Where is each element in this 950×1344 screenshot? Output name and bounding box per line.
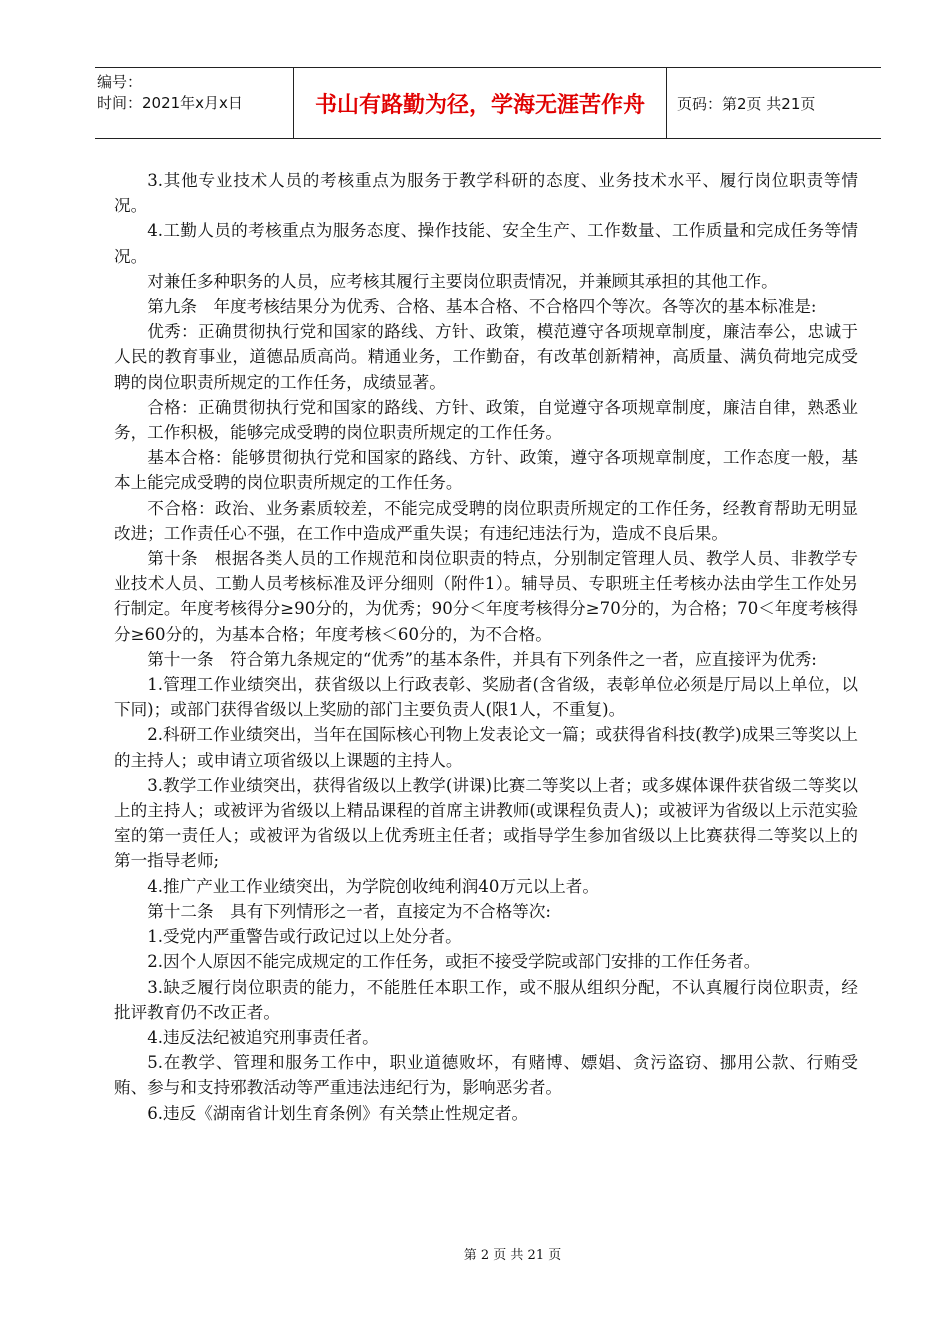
paragraph: 3.缺乏履行岗位职责的能力，不能胜任本职工作，或不服从组织分配，不认真履行岗位职责，经批评教育仍不改正者。: [114, 977, 858, 1022]
paragraph: 4.推广产业工作业绩突出，为学院创收纯利润40万元以上者。: [147, 876, 599, 896]
paragraph: 3.其他专业技术人员的考核重点为服务于教学科研的态度、业务技术水平、履行岗位职责等情况。: [114, 171, 858, 216]
paragraph: 第九条 年度考核结果分为优秀、合格、基本合格、不合格四个等次。各等次的基本标准是:: [147, 297, 817, 317]
paragraph: 5.在教学、管理和服务工作中，职业道德败坏，有赌博、嫖娼、贪污盗窃、挪用公款、行贿受贿、参与和支持邪教活动等严重违法违纪行为，影响恶劣者。: [114, 1053, 858, 1098]
paragraph: 第十一条 符合第九条规定的“优秀”的基本条件，并具有下列条件之一者，应直接评为优秀:: [147, 649, 817, 669]
paragraph: 合格：正确贯彻执行党和国家的路线、方针、政策，自觉遵守各项规章制度，廉洁自律，熟悉业务，工作积极，能够完成受聘的岗位职责所规定的工作任务。: [114, 397, 858, 443]
header-page-label: 页码：第2页 共21页: [677, 94, 816, 113]
paragraph: 第十二条 具有下列情形之一者，直接定为不合格等次:: [147, 901, 552, 921]
paragraph: 4.违反法纪被追究刑事责任者。: [147, 1027, 379, 1047]
paragraph: 第十条 根据各类人员的工作规范和岗位职责的特点，分别制定管理人员、教学人员、非教学专业技术人员、工勤人员考核标准及评分细则（附件1）。辅导员、专职班主任考核办法由学生工作处另行制定。年度考核得分≥90分的，为优秀；90分＜年度考核得分≥70分的，为合格；70＜年度考核得分≥60分的，为基本合格；年度考核＜60分的，为不合格。: [114, 549, 858, 644]
paragraph: 优秀：正确贯彻执行党和国家的路线、方针、政策，模范遵守各项规章制度，廉洁奉公，忠诚于人民的教育事业，道德品质高尚。精通业务，工作勤奋，有改革创新精神，高质量、满负荷地完成受聘的岗位职责所规定的工作任务，成绩显著。: [114, 322, 858, 392]
paragraph: 3.教学工作业绩突出，获得省级以上教学(讲课)比赛二等奖以上者；或多媒体课件获省级二等奖以上的主持人；或被评为省级以上精品课程的首席主讲教师(或课程负责人)；或被评为省级以上示范实验室的第一责任人；或被评为省级以上优秀班主任者；或指导学生参加省级以上比赛获得二等奖以上的第一指导老师;: [114, 775, 858, 871]
document-time-label: 时间：2021年x月x日: [97, 94, 243, 112]
paragraph: 2.科研工作业绩突出，当年在国际核心刊物上发表论文一篇；或获得省科技(教学)成果三等奖以上的主持人；或申请立项省级以上课题的主持人。: [114, 725, 858, 770]
page-footer: 第 2 页 共 21 页: [463, 1248, 562, 1263]
paragraph: 1.管理工作业绩突出，获省级以上行政表彰、奖励者(含省级，表彰单位必须是厅局以上单位，以下同)；或部门获得省级以上奖励的部门主要负责人(限1人，不重复)。: [114, 675, 858, 720]
paragraph: 2.因个人原因不能完成规定的工作任务，或拒不接受学院或部门安排的工作任务者。: [147, 952, 761, 972]
paragraph: 6.违反《湖南省计划生育条例》有关禁止性规定者。: [147, 1103, 529, 1123]
paragraph: 对兼任多种职务的人员，应考核其履行主要岗位职责情况，并兼顾其承担的其他工作。: [147, 271, 778, 291]
paragraph: 1.受党内严重警告或行政记过以上处分者。: [147, 927, 462, 947]
header-meta: [95, 68, 293, 138]
document-header: [95, 67, 881, 139]
document-body: [114, 168, 858, 1126]
paragraph: 基本合格：能够贯彻执行党和国家的路线、方针、政策，遵守各项规章制度，工作态度一般，基本上能完成受聘的岗位职责所规定的工作任务。: [114, 448, 858, 493]
header-motto: 书山有路勤为径，学海无涯苦作舟: [293, 68, 667, 138]
document-number-label: 编号：: [97, 73, 143, 91]
paragraph: 4.工勤人员的考核重点为服务态度、操作技能、安全生产、工作数量、工作质量和完成任务等情况。: [114, 221, 858, 266]
paragraph: 不合格：政治、业务素质较差，不能完成受聘的岗位职责所规定的工作任务，经教育帮助无明显改进；工作责任心不强，在工作中造成严重失误；有违纪违法行为，造成不良后果。: [114, 498, 858, 543]
